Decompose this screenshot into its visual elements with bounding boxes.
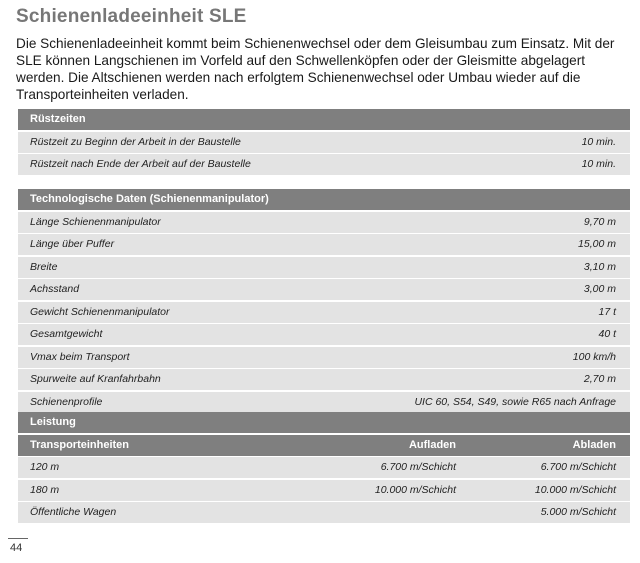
abladen-value: 5.000 m/Schicht: [540, 506, 616, 518]
leistung-column-headers: [18, 435, 630, 456]
row-label: Rüstzeit zu Beginn der Arbeit in der Baustelle: [30, 135, 241, 148]
row-label: 180 m: [30, 483, 60, 496]
row-value: 9,70 m: [583, 215, 616, 228]
page-number: 44: [10, 542, 23, 554]
column-header: Transporteinheiten: [30, 438, 130, 451]
row-value: 2,70 m: [583, 373, 616, 385]
table-row: [18, 132, 630, 153]
row-label: Länge über Puffer: [30, 238, 115, 250]
column-header: Abladen: [572, 438, 616, 451]
row-value: UIC 60, S54, S49, sowie R65 nach Anfrage: [414, 395, 616, 408]
table-row: [18, 480, 630, 501]
row-value: 3,00 m: [583, 283, 616, 295]
row-value: 3,10 m: [583, 260, 616, 273]
row-label: Schienenprofile: [30, 395, 103, 408]
row-label: Gewicht Schienenmanipulator: [30, 305, 170, 318]
row-value: 40 t: [598, 328, 616, 340]
intro-paragraph: Die Schienenladeeinheit kommt beim Schienenwechsel oder dem Gleisumbau zum Einsatz. Mit der SLE können Langschienen im Vorfeld auf den Schwellenköpfen oder der Gleismitte abgelagert werden. Die Altschienen werden nach erfolgtem Schienenwechsel oder Umbau wieder auf die Transporteinheiten verladen.: [16, 36, 615, 102]
table-row: [18, 502, 630, 523]
technologie-table: [18, 189, 630, 413]
row-value: 10 min.: [581, 158, 616, 170]
ruestzeiten-table: [18, 109, 630, 175]
row-label: Rüstzeit nach Ende der Arbeit auf der Baustelle: [30, 158, 251, 170]
table-row: [18, 234, 630, 255]
row-value: 10 min.: [581, 135, 616, 148]
row-label: Achsstand: [30, 283, 80, 295]
row-label: Öffentliche Wagen: [30, 506, 117, 518]
row-label: 120 m: [30, 461, 60, 473]
row-value: 17 t: [598, 305, 616, 318]
table-row: [18, 279, 630, 300]
table-row: [18, 347, 630, 368]
row-label: Gesamtgewicht: [30, 328, 103, 340]
aufladen-value: 10.000 m/Schicht: [374, 483, 456, 496]
table-row: [18, 212, 630, 233]
table-row: [18, 369, 630, 390]
row-value: 15,00 m: [578, 238, 616, 250]
table-row: [18, 457, 630, 478]
ruestzeiten-header: Rüstzeiten: [18, 109, 630, 130]
row-label: Vmax beim Transport: [30, 350, 130, 363]
abladen-value: 10.000 m/Schicht: [534, 483, 616, 496]
abladen-value: 6.700 m/Schicht: [540, 461, 616, 473]
table-row: [18, 324, 630, 345]
table-row: [18, 392, 630, 413]
leistung-table: [18, 412, 630, 523]
table-row: [18, 154, 630, 175]
row-label: Spurweite auf Kranfahrbahn: [30, 373, 161, 385]
aufladen-value: 6.700 m/Schicht: [380, 461, 456, 473]
leistung-header: Leistung: [18, 412, 630, 433]
page-title: Schienenladeeinheit SLE: [16, 6, 247, 27]
column-header: Aufladen: [408, 438, 456, 451]
row-value: 100 km/h: [572, 350, 616, 363]
table-row: [18, 257, 630, 278]
technologie-header: Technologische Daten (Schienenmanipulator): [18, 189, 630, 210]
row-label: Länge Schienenmanipulator: [30, 215, 161, 228]
table-row: [18, 302, 630, 323]
page-number-rule: [8, 538, 28, 539]
row-label: Breite: [30, 260, 58, 273]
